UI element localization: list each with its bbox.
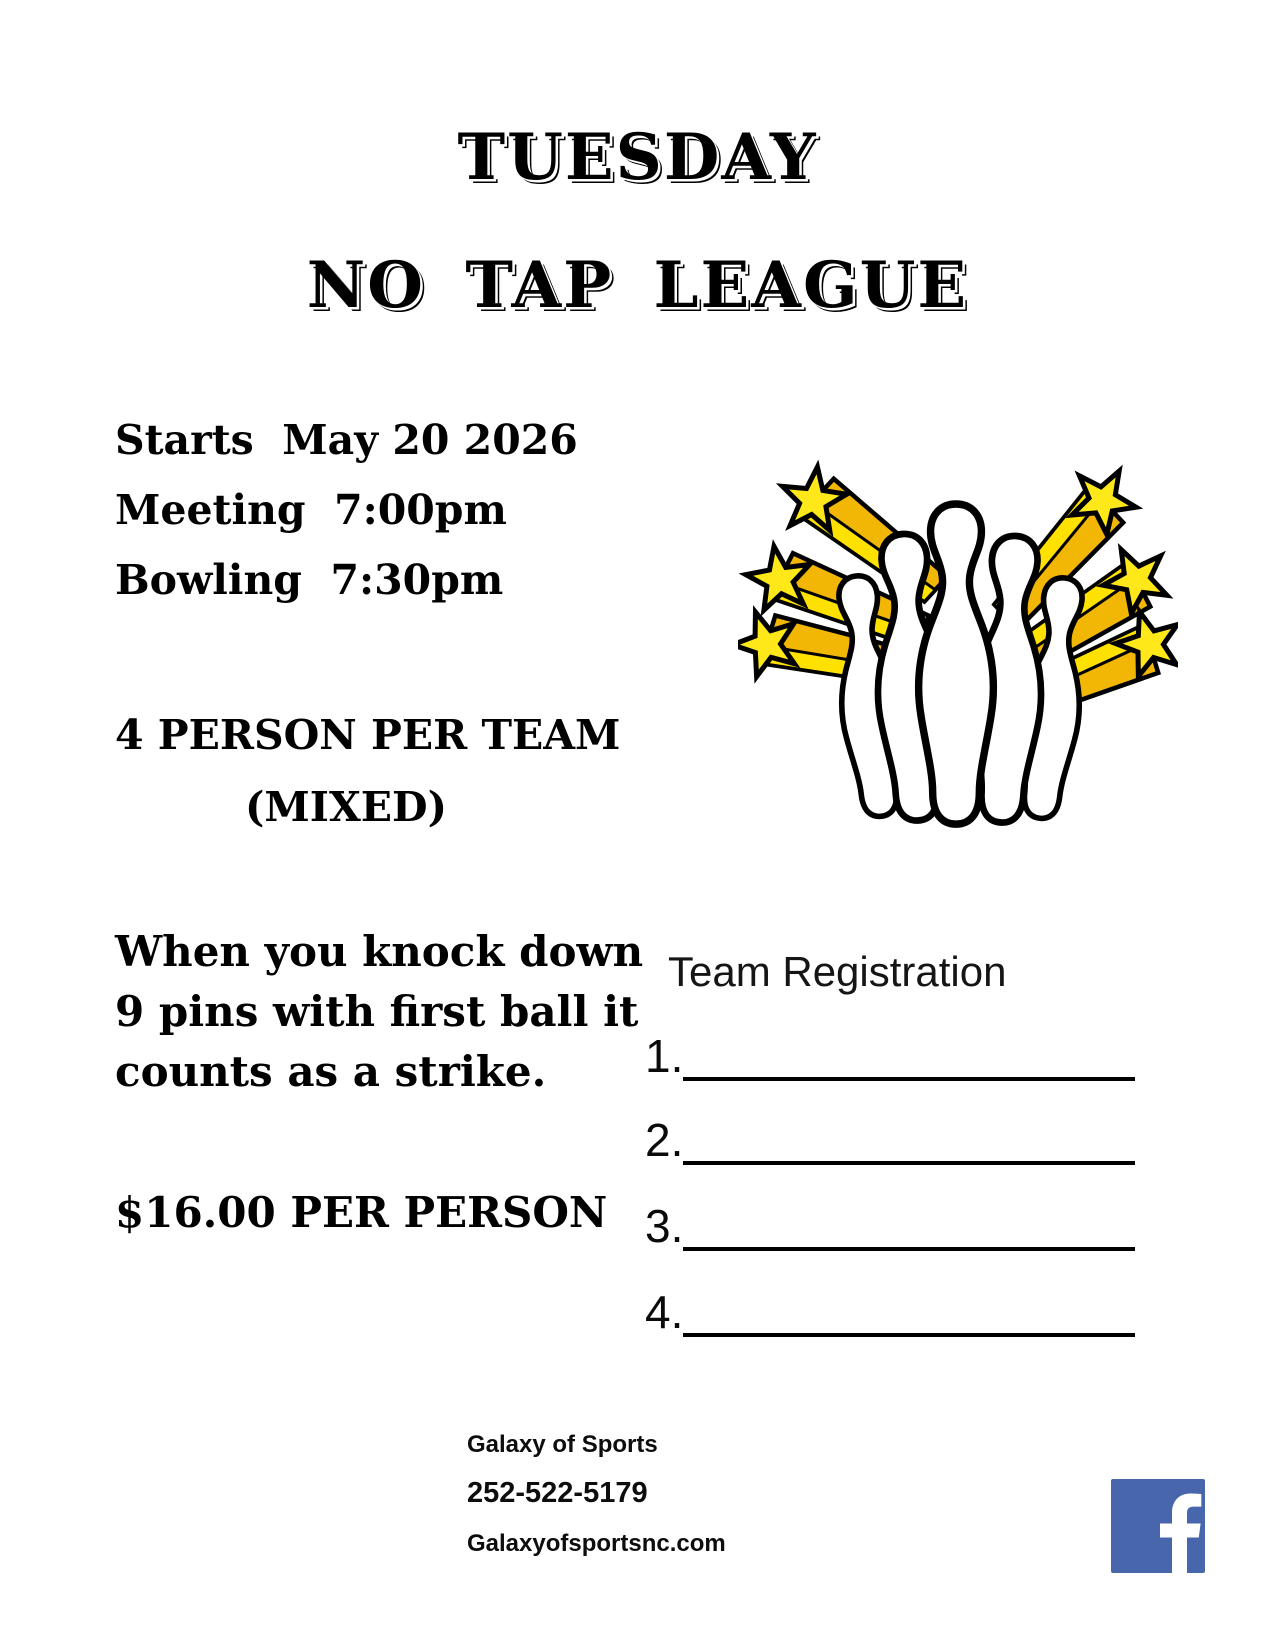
team-mixed-text: (MIXED) <box>245 783 447 831</box>
registration-row <box>645 1027 1135 1081</box>
registration-slot-number-4: 4. <box>645 1286 684 1338</box>
footer-website: Galaxyofsportsnc.com <box>467 1530 726 1557</box>
registration-line-2[interactable] <box>683 1111 1135 1165</box>
footer-phone: 252-522-5179 <box>467 1477 648 1509</box>
page-title-line2: NO TAP LEAGUE <box>306 248 969 323</box>
facebook-icon[interactable] <box>1111 1479 1205 1573</box>
bowling-pins-stars-clipart <box>738 448 1178 830</box>
registration-row <box>645 1197 1135 1251</box>
team-info-block <box>115 712 620 830</box>
schedule-start-date: Starts May 20 2026 <box>115 416 578 464</box>
registration-line-3[interactable] <box>683 1197 1135 1251</box>
team-size-text: 4 PERSON PER TEAM <box>115 711 621 759</box>
rule-text-line-3: counts as a strike. <box>115 1047 547 1096</box>
registration-line-4[interactable] <box>683 1283 1135 1337</box>
bowling-pin-icon <box>919 504 994 824</box>
price-text: $16.00 PER PERSON <box>115 1188 608 1237</box>
registration-slot-number-3: 3. <box>645 1200 684 1252</box>
registration-line-1[interactable] <box>683 1027 1135 1081</box>
rule-text-block <box>115 922 655 1102</box>
schedule-block <box>115 418 578 628</box>
registration-row <box>645 1111 1135 1165</box>
registration-slot-number-2: 2. <box>645 1114 684 1166</box>
schedule-meeting-time: Meeting 7:00pm <box>115 486 507 534</box>
footer-business-name: Galaxy of Sports <box>467 1431 658 1458</box>
rule-text-line-1: When you knock down <box>115 927 644 976</box>
page-title-line1: TUESDAY <box>457 120 818 195</box>
registration-row <box>645 1283 1135 1337</box>
registration-slot-number-1: 1. <box>645 1030 684 1082</box>
schedule-bowling-time: Bowling 7:30pm <box>115 556 504 604</box>
registration-heading: Team Registration <box>668 948 1007 995</box>
rule-text-line-2: 9 pins with first ball it <box>115 987 639 1036</box>
